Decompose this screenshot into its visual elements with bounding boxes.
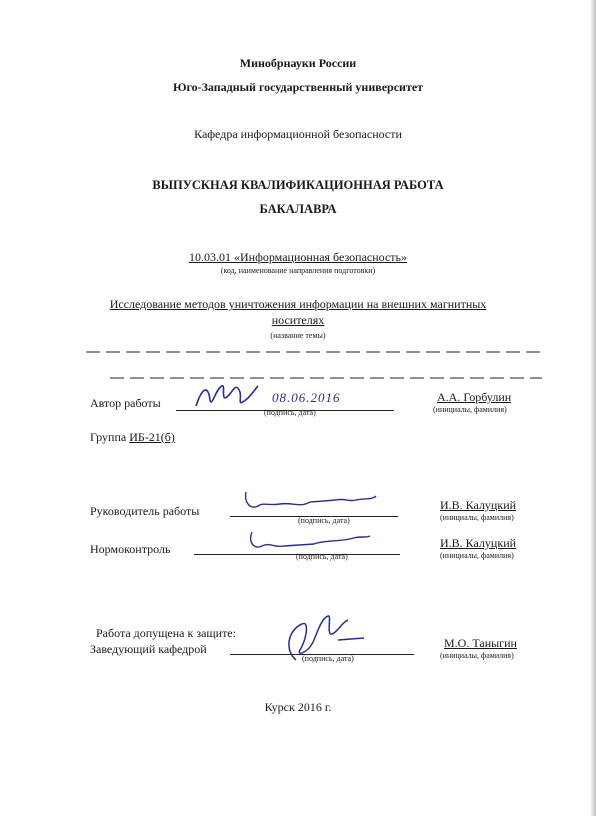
document-subtitle: БАКАЛАВРА bbox=[259, 202, 337, 216]
supervisor-signature bbox=[240, 488, 380, 518]
group-row bbox=[90, 430, 175, 445]
topic-line-1: Исследование методов уничтожения информации на внешних магнитных bbox=[109, 297, 487, 311]
head-name: М.О. Таныгин bbox=[444, 636, 517, 650]
supervisor-name-caption: (инициалы, фамилия) bbox=[440, 513, 514, 522]
supervisor-signature-caption: (подпись, дата) bbox=[298, 516, 350, 525]
topic-line-2: носителях bbox=[271, 313, 325, 327]
author-name-caption: (инициалы, фамилия) bbox=[433, 405, 507, 414]
document-title: ВЫПУСКНАЯ КВАЛИФИКАЦИОННАЯ РАБОТА bbox=[152, 178, 444, 192]
normcontrol-label: Нормоконтроль bbox=[90, 542, 171, 556]
department-name: Кафедра информационной безопасности bbox=[194, 127, 402, 141]
direction-value: 10.03.01 «Информационная безопасность» bbox=[189, 250, 407, 264]
ministry-name: Минобрнауки России bbox=[239, 56, 357, 70]
direction-caption: (код, наименование направления подготовки) bbox=[220, 266, 376, 275]
blank-topic-lines bbox=[86, 344, 542, 384]
admission-text: Работа допущена к защите: bbox=[96, 626, 236, 640]
author-date: 08.06.2016 bbox=[272, 390, 341, 405]
head-signature-caption: (подпись, дата) bbox=[302, 654, 354, 663]
supervisor-name: И.В. Калуцкий bbox=[440, 498, 517, 512]
author-signature-caption: (подпись, дата) bbox=[264, 408, 316, 417]
normcontrol-name: И.В. Калуцкий bbox=[440, 536, 517, 550]
normcontrol-name-caption: (инициалы, фамилия) bbox=[440, 551, 514, 560]
university-name: Юго-Западный государственный университет bbox=[172, 80, 424, 94]
author-label: Автор работы bbox=[90, 396, 161, 410]
topic-caption: (название темы) bbox=[270, 331, 326, 340]
group-value: ИБ-21(б) bbox=[129, 430, 175, 444]
group-label: Группа bbox=[90, 430, 127, 444]
supervisor-label: Руководитель работы bbox=[90, 504, 200, 518]
head-name-caption: (инициалы, фамилия) bbox=[440, 651, 514, 660]
scan-edge-shadow bbox=[590, 0, 596, 816]
author-signature bbox=[192, 378, 262, 412]
head-of-department-label: Заведующий кафедрой bbox=[90, 642, 207, 656]
city-year: Курск 2016 г. bbox=[264, 700, 332, 714]
normcontrol-signature-caption: (подпись, дата) bbox=[296, 552, 348, 561]
author-name: А.А. Горбулин bbox=[437, 390, 512, 404]
